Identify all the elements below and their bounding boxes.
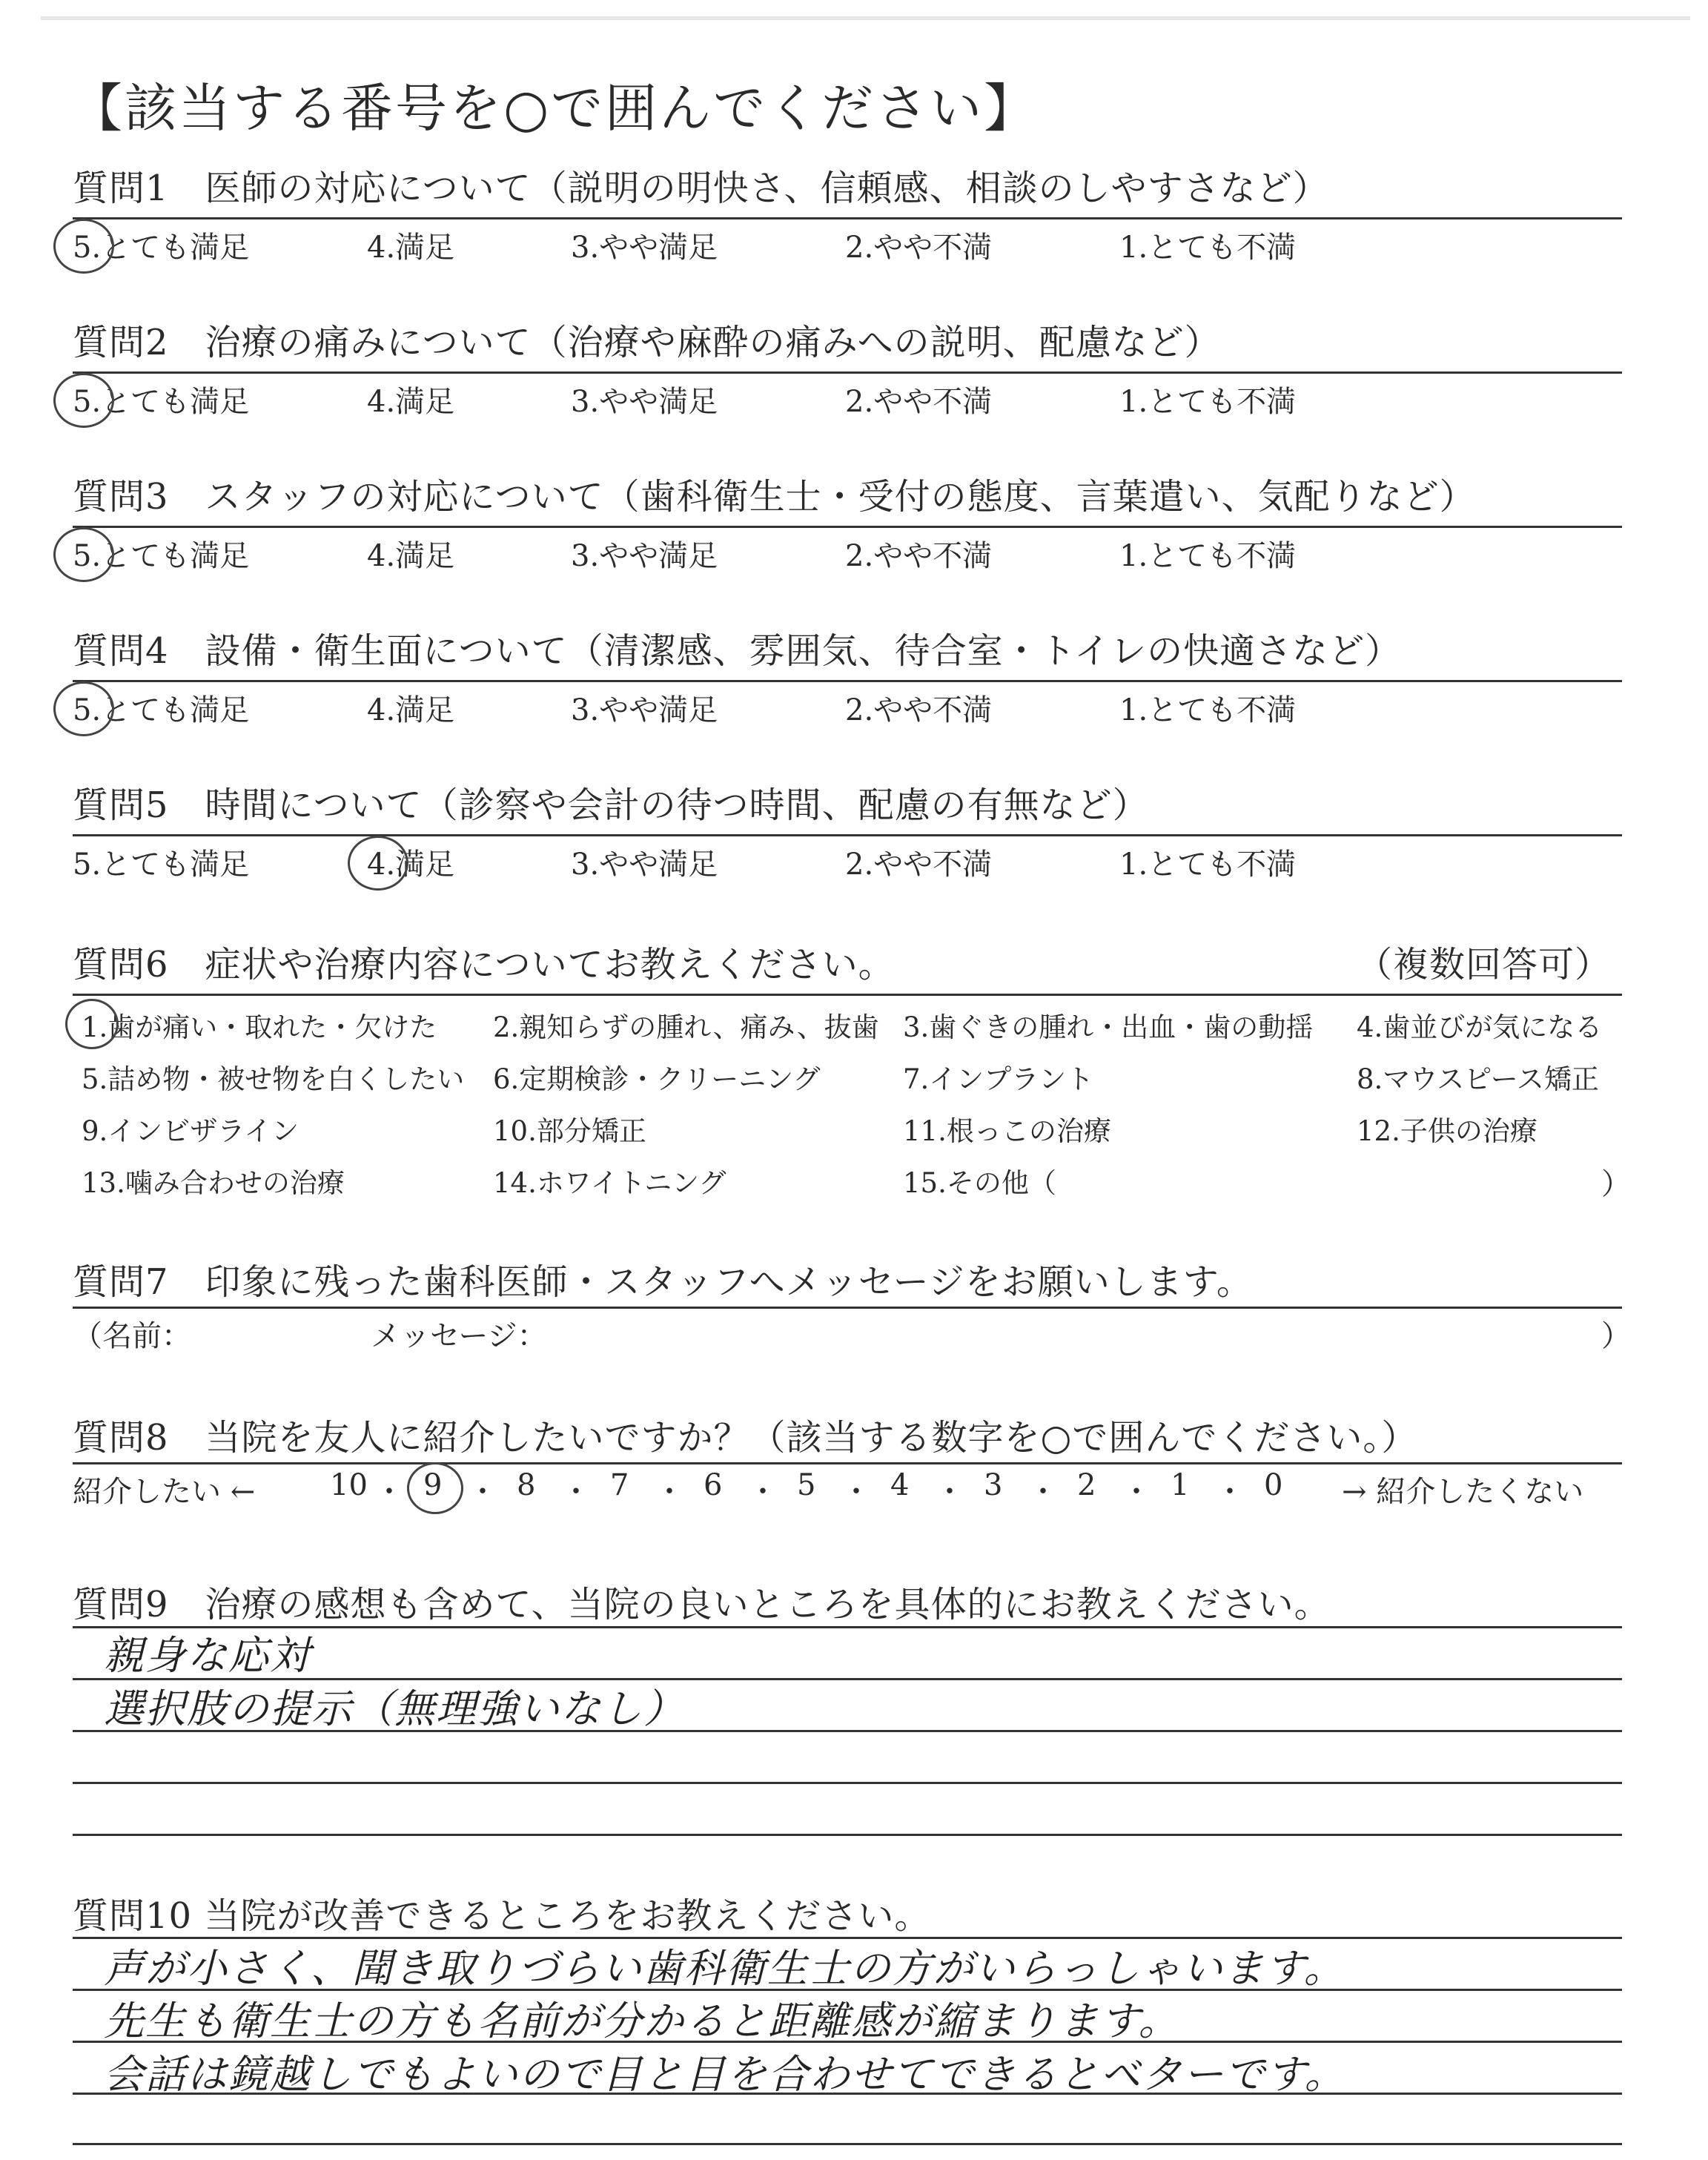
q5-option-2[interactable]: 2.やや不満 — [845, 848, 993, 882]
q10-line-5 — [73, 2143, 1622, 2145]
q6-option-14[interactable]: 14.ホワイトニング — [493, 1167, 726, 1199]
q5-selection-circle — [348, 836, 408, 891]
q8-scale-6[interactable]: 6 — [704, 1468, 723, 1502]
q1-option-4[interactable]: 4.満足 — [367, 231, 455, 265]
q3-option-4[interactable]: 4.満足 — [367, 539, 455, 573]
q10-answer-3: 会話は鏡越しでもよいので目と目を合わせてできるとベターです。 — [104, 2051, 1346, 2098]
q8-scale-8[interactable]: 8 — [517, 1468, 536, 1502]
q5-option-5[interactable]: 5.とても満足 — [73, 848, 250, 882]
q2-option-5[interactable]: 5.とても満足 — [73, 385, 250, 419]
q8-scale-3[interactable]: 3 — [984, 1468, 1003, 1502]
q4-option-1[interactable]: 1.とても不満 — [1119, 693, 1297, 727]
q3-title: 質問3 スタッフの対応について（歯科衛生士・受付の態度、言葉遣い、気配りなど） — [73, 476, 1476, 518]
q6-other-close-paren: ） — [1601, 1167, 1631, 1201]
q9-line-4 — [73, 1782, 1622, 1784]
q3-rule — [73, 526, 1622, 528]
q3-option-1[interactable]: 1.とても不満 — [1119, 539, 1297, 573]
q10-title: 質問10 当院が改善できるところをお教えください。 — [73, 1895, 931, 1937]
q8-scale-9[interactable]: 9 — [423, 1468, 443, 1502]
q1-option-3[interactable]: 3.やや満足 — [571, 231, 718, 265]
q4-option-4[interactable]: 4.満足 — [367, 693, 455, 727]
q8-rule — [73, 1462, 1622, 1464]
q6-option-12[interactable]: 12.子供の治療 — [1357, 1115, 1537, 1147]
q8-separator: ・ — [1122, 1475, 1151, 1509]
q6-option-4[interactable]: 4.歯並びが気になる — [1357, 1011, 1603, 1043]
q6-option-6[interactable]: 6.定期検診・クリーニング — [493, 1063, 821, 1095]
q2-option-1[interactable]: 1.とても不満 — [1119, 385, 1297, 419]
q6-option-3[interactable]: 3.歯ぐきの腫れ・出血・歯の動揺 — [903, 1011, 1314, 1043]
q6-option-9[interactable]: 9.インビザライン — [82, 1115, 299, 1147]
q8-separator: ・ — [468, 1475, 497, 1509]
q8-separator: ・ — [561, 1475, 591, 1509]
q1-option-5[interactable]: 5.とても満足 — [73, 231, 250, 265]
q7-name-label: （名前： — [73, 1319, 191, 1353]
q8-scale-2[interactable]: 2 — [1077, 1468, 1096, 1502]
q3-option-2[interactable]: 2.やや不満 — [845, 539, 993, 573]
q10-answer-1: 声が小さく、聞き取りづらい歯科衛生士の方がいらっしゃいます。 — [104, 1945, 1345, 1992]
q6-selection-circle — [65, 999, 119, 1049]
q3-selection-circle — [53, 527, 114, 582]
q4-option-5[interactable]: 5.とても満足 — [73, 693, 250, 727]
q1-selection-circle — [53, 219, 114, 274]
q2-rule — [73, 371, 1622, 374]
q7-message-label: メッセージ： — [371, 1319, 547, 1353]
q8-separator: ・ — [655, 1475, 684, 1509]
q3-option-5[interactable]: 5.とても満足 — [73, 539, 250, 573]
q1-option-2[interactable]: 2.やや不満 — [845, 231, 993, 265]
q8-separator: ・ — [935, 1475, 964, 1509]
q8-separator: ・ — [748, 1475, 778, 1509]
q8-left-label: 紹介したい ← — [73, 1475, 256, 1509]
q4-title: 質問4 設備・衛生面について（清潔感、雰囲気、待合室・トイレの快適さなど） — [73, 630, 1402, 672]
q6-option-2[interactable]: 2.親知らずの腫れ、痛み、抜歯 — [493, 1011, 879, 1043]
q5-rule — [73, 834, 1622, 836]
q6-option-11[interactable]: 11.根っこの治療 — [903, 1115, 1111, 1147]
q9-title: 質問9 治療の感想も含めて、当院の良いところを具体的にお教えください。 — [73, 1584, 1331, 1625]
q6-rule — [73, 994, 1622, 996]
q8-scale-0[interactable]: 0 — [1264, 1468, 1283, 1502]
q4-selection-circle — [53, 681, 114, 736]
q6-note: （複数回答可） — [1357, 944, 1612, 985]
q8-scale-1[interactable]: 1 — [1171, 1468, 1190, 1502]
q7-rule — [73, 1307, 1622, 1309]
q8-right-label: → 紹介したくない — [1342, 1475, 1584, 1509]
q1-rule — [73, 217, 1622, 219]
q2-option-2[interactable]: 2.やや不満 — [845, 385, 993, 419]
q2-title: 質問2 治療の痛みについて（治療や麻酔の痛みへの説明、配慮など） — [73, 322, 1221, 363]
q8-separator: ・ — [1215, 1475, 1245, 1509]
q6-option-15[interactable]: 15.その他（ — [903, 1167, 1056, 1199]
q2-option-3[interactable]: 3.やや満足 — [571, 385, 718, 419]
q5-title: 質問5 時間について（診察や会計の待つ時間、配慮の有無など） — [73, 785, 1149, 826]
q8-separator: ・ — [1028, 1475, 1058, 1509]
q7-close-paren: ） — [1601, 1319, 1631, 1353]
q5-option-1[interactable]: 1.とても不満 — [1119, 848, 1297, 882]
q5-option-4[interactable]: 4.満足 — [367, 848, 455, 882]
q8-scale-7[interactable]: 7 — [610, 1468, 629, 1502]
q8-scale-10[interactable]: 10 — [330, 1468, 368, 1502]
q8-separator: ・ — [374, 1475, 404, 1509]
q6-option-8[interactable]: 8.マウスピース矯正 — [1357, 1063, 1599, 1095]
q10-answer-2: 先生も衛生士の方も名前が分かると距離感が縮まります。 — [104, 1998, 1180, 2044]
q5-option-3[interactable]: 3.やや満足 — [571, 848, 718, 882]
q3-option-3[interactable]: 3.やや満足 — [571, 539, 718, 573]
q4-option-2[interactable]: 2.やや不満 — [845, 693, 993, 727]
q8-separator: ・ — [841, 1475, 871, 1509]
scan-top-edge — [41, 16, 1690, 20]
q6-option-7[interactable]: 7.インプラント — [903, 1063, 1094, 1095]
q8-scale-5[interactable]: 5 — [797, 1468, 816, 1502]
q9-answer-1: 親身な応対 — [104, 1632, 311, 1679]
q6-option-5[interactable]: 5.詰め物・被せ物を白くしたい — [82, 1063, 465, 1095]
q9-answer-2: 選択肢の提示（無理強いなし） — [104, 1685, 685, 1732]
q1-option-1[interactable]: 1.とても不満 — [1119, 231, 1297, 265]
q6-title: 質問6 症状や治療内容についてお教えください。 — [73, 944, 895, 985]
q7-title: 質問7 印象に残った歯科医師・スタッフへメッセージをお願いします。 — [73, 1261, 1253, 1303]
q8-selection-circle — [407, 1462, 463, 1514]
form-heading: 【該当する番号を○で囲んでください】 — [70, 78, 1039, 139]
q8-scale-4[interactable]: 4 — [890, 1468, 910, 1502]
q4-rule — [73, 680, 1622, 682]
q4-option-3[interactable]: 3.やや満足 — [571, 693, 718, 727]
q1-title: 質問1 医師の対応について（説明の明快さ、信頼感、相談のしやすさなど） — [73, 168, 1329, 209]
q6-option-1[interactable]: 1.歯が痛い・取れた・欠けた — [82, 1011, 437, 1043]
q8-title: 質問8 当院を友人に紹介したいですか？（該当する数字を○で囲んでください。） — [73, 1417, 1418, 1459]
q9-line-5 — [73, 1834, 1622, 1836]
q6-option-10[interactable]: 10.部分矯正 — [493, 1115, 646, 1147]
q2-selection-circle — [53, 373, 114, 428]
q6-option-13[interactable]: 13.噛み合わせの治療 — [82, 1167, 345, 1199]
q2-option-4[interactable]: 4.満足 — [367, 385, 455, 419]
